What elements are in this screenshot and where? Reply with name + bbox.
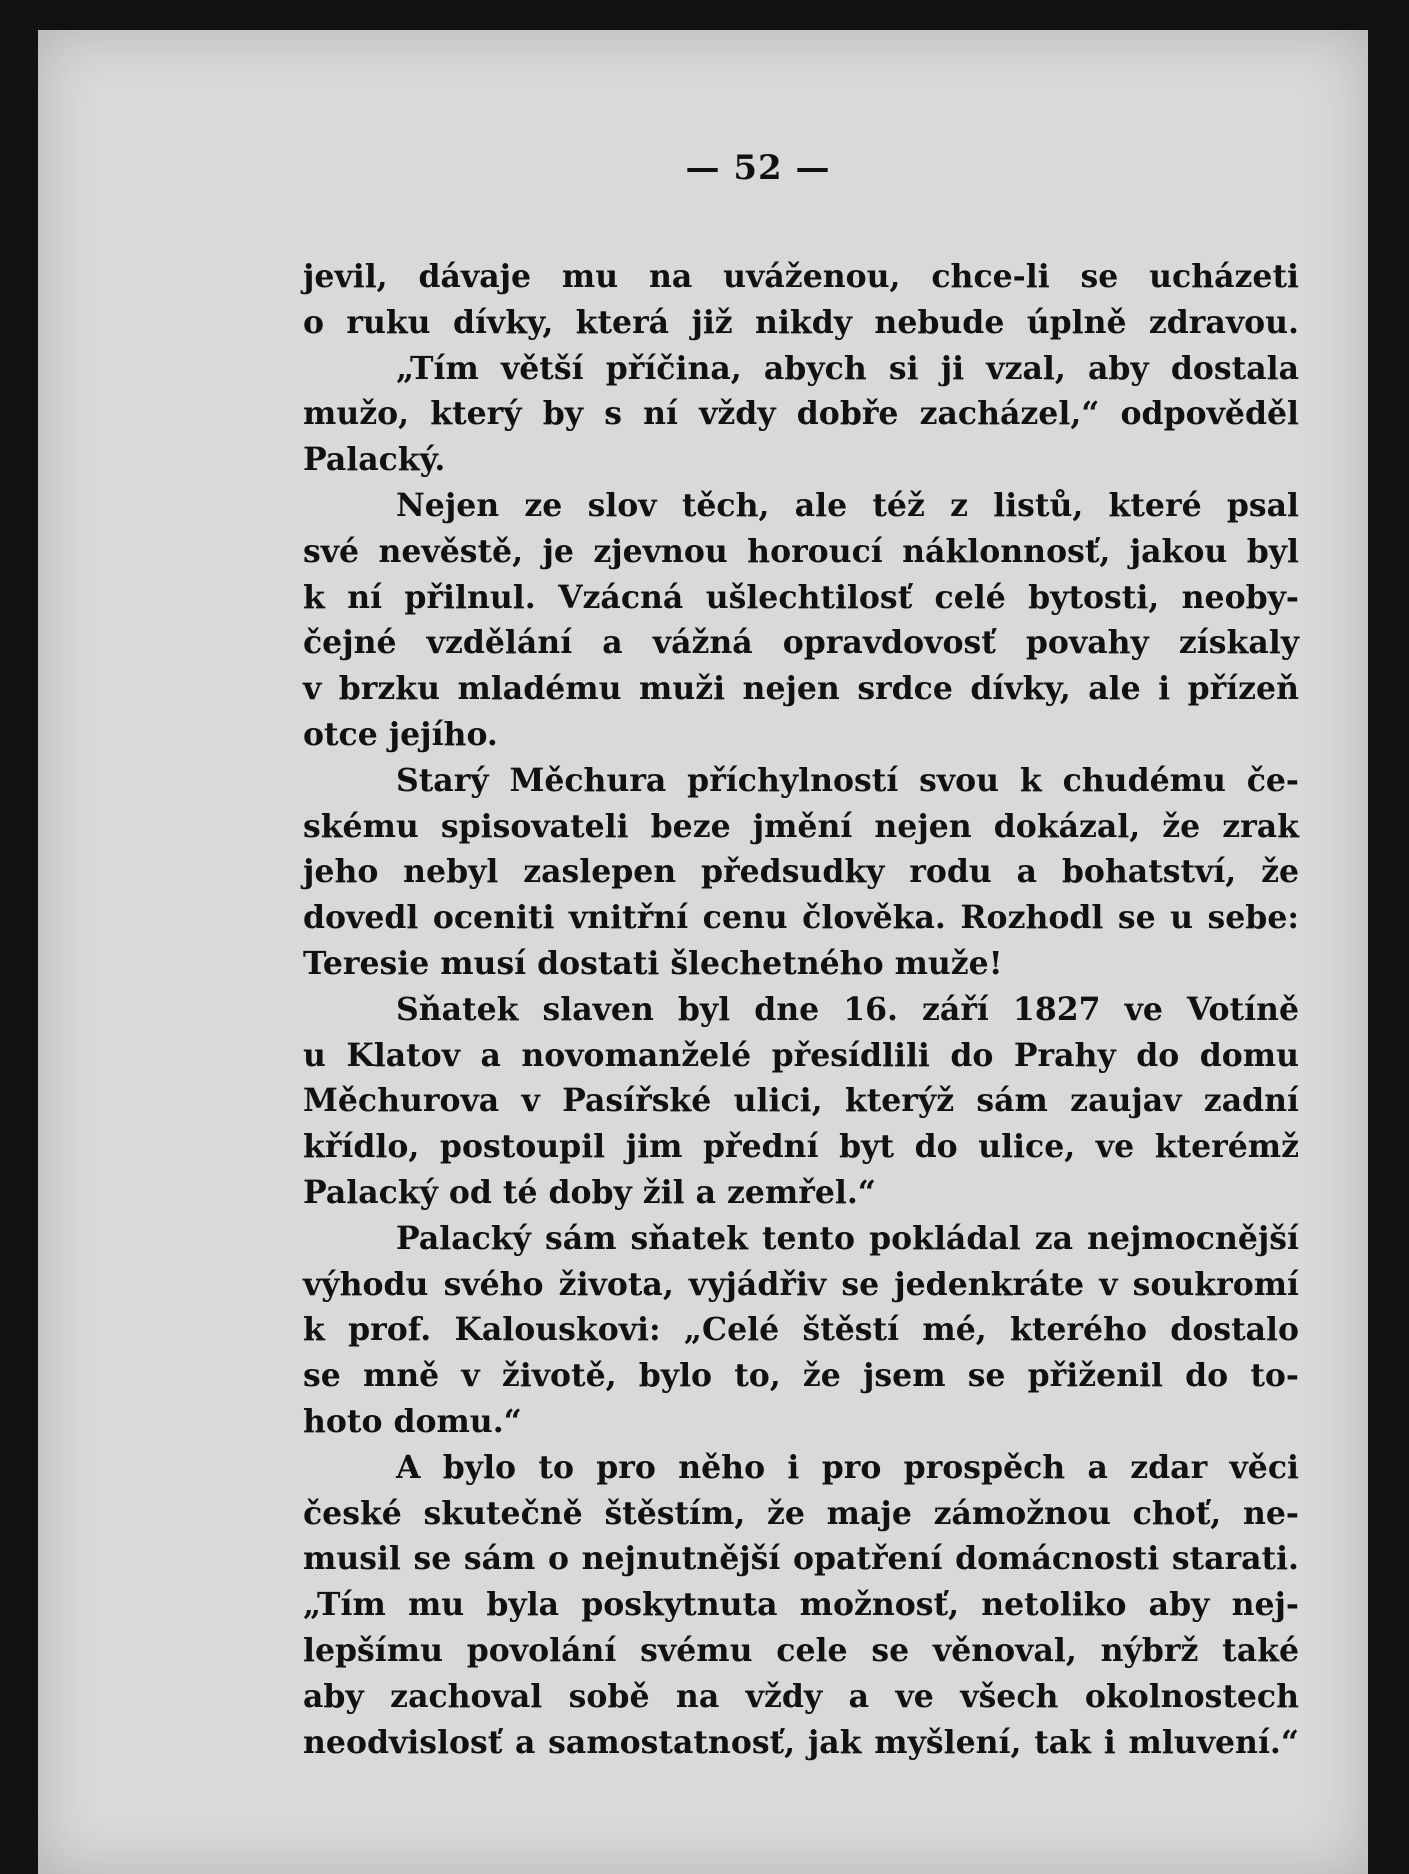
text-line: k ní přilnul. Vzácná ušlechtilosť celé bytosti, neoby-	[303, 578, 1299, 616]
text-line: české skutečně štěstím, že maje zámožnou choť, ne-	[303, 1494, 1299, 1532]
text-line: aby zachoval sobě na vždy a ve všech okolnostech	[303, 1677, 1299, 1715]
text-line: výhodu svého života, vyjádřiv se jedenkráte v soukromí	[303, 1265, 1299, 1303]
text-line: se mně v životě, bylo to, že jsem se přiženil do to-	[303, 1357, 1299, 1395]
text-line: mužo, který by s ní vždy dobře zacházel,“ odpověděl	[303, 395, 1299, 433]
text-line: u Klatov a novomanželé přesídlili do Prahy do domu	[303, 1036, 1299, 1074]
text-line: o ruku dívky, která již nikdy nebude úplně zdravou.	[303, 303, 1299, 341]
body-text	[303, 254, 1299, 1765]
text-line: skému spisovateli beze jmění nejen dokázal, že zrak	[303, 807, 1299, 845]
scan-border-left	[0, 0, 38, 1874]
text-line: Starý Měchura příchylností svou k chudému če-	[396, 761, 1299, 799]
text-line: otce jejího.	[303, 715, 498, 753]
text-line: Palacký sám sňatek tento pokládal za nejmocnější	[396, 1219, 1299, 1257]
text-line: musil se sám o nejnutnější opatření domácnosti starati.	[303, 1540, 1299, 1578]
scan-border-top	[0, 0, 1409, 30]
scan-border-right	[1368, 0, 1409, 1874]
text-line: lepšímu povolání svému cele se věnoval, nýbrž také	[303, 1631, 1299, 1669]
text-line: „Tím mu byla poskytnuta možnosť, netoliko aby nej-	[303, 1586, 1299, 1624]
text-line: Nejen ze slov těch, ale též z listů, které psal	[396, 486, 1299, 524]
text-line: k prof. Kalouskovi: „Celé štěstí mé, kterého dostalo	[303, 1311, 1299, 1349]
text-line: křídlo, postoupil jim přední byt do ulice, ve kterémž	[303, 1128, 1299, 1166]
text-line: dovedl oceniti vnitřní cenu člověka. Rozhodl se u sebe:	[303, 899, 1299, 937]
text-line: jevil, dávaje mu na uváženou, chce-li se ucházeti	[303, 258, 1299, 295]
text-line: hoto domu.“	[303, 1402, 522, 1440]
text-line: Palacký.	[303, 441, 446, 479]
text-line: Palacký od té doby žil a zemřel.“	[303, 1173, 876, 1211]
text-line: své nevěstě, je zjevnou horoucí náklonnosť, jakou byl	[303, 532, 1299, 570]
text-line: v brzku mladému muži nejen srdce dívky, ale i přízeň	[303, 670, 1299, 708]
text-line: Teresie musí dostati šlechetného muže!	[303, 944, 1003, 982]
text-line: čejné vzdělání a vážná opravdovosť povahy získaly	[303, 624, 1299, 662]
text-line: jeho nebyl zaslepen předsudky rodu a bohatství, že	[303, 853, 1299, 891]
text-line: A bylo to pro něho i pro prospěch a zdar věci	[396, 1448, 1299, 1486]
book-page	[38, 30, 1368, 1874]
page-number	[38, 148, 1368, 188]
text-line: Sňatek slaven byl dne 16. září 1827 ve Votíně	[396, 990, 1299, 1028]
page-number-label: — 52 —	[685, 148, 831, 188]
text-line: neodvislosť a samostatnosť, jak myšlení, tak i mluvení.“	[303, 1723, 1299, 1761]
text-line: „Tím větší příčina, abych si ji vzal, aby dostala	[396, 349, 1299, 387]
text-line: Měchurova v Pasířské ulici, kterýž sám zaujav zadní	[303, 1082, 1299, 1120]
